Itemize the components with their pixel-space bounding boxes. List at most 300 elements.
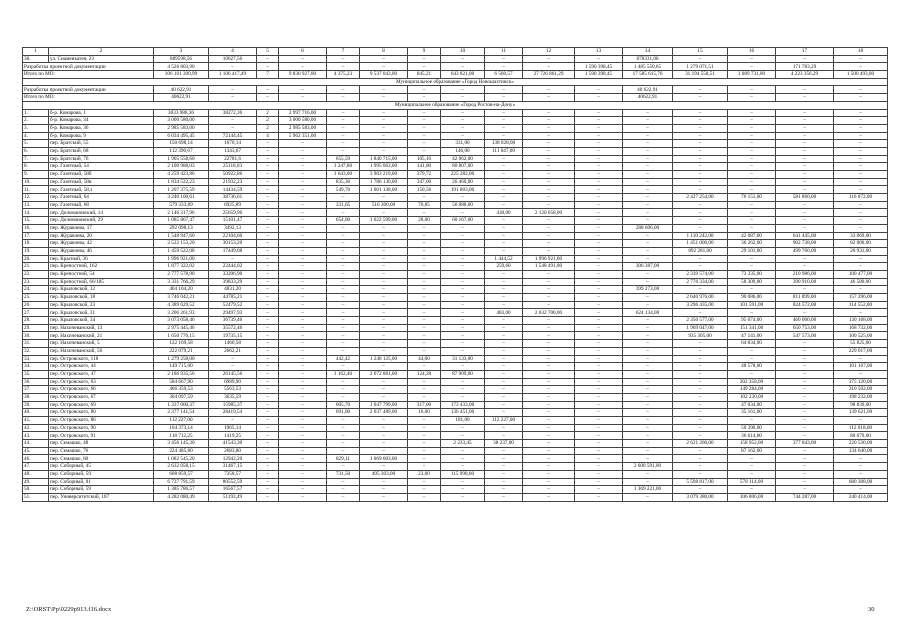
row-index-cell: 40.	[23, 409, 49, 417]
value-cell: 130 168,00	[834, 317, 888, 325]
value-cell: 158 952,00	[728, 440, 776, 448]
value-cell: 27 726 861,29	[523, 71, 575, 79]
address-cell: пер. Доломановский, 14	[49, 209, 154, 217]
value-cell: –	[575, 140, 623, 148]
value-cell: –	[257, 55, 279, 63]
value-cell: –	[575, 94, 623, 102]
value-cell: –	[327, 309, 360, 317]
value-cell: 15101,47	[209, 217, 257, 225]
value-cell: –	[360, 463, 408, 471]
value-cell: –	[834, 463, 888, 471]
value-cell: 1 369 221,00	[623, 486, 673, 494]
value-cell: –	[834, 263, 888, 271]
value-cell: 191 803,00	[441, 186, 485, 194]
value-cell: –	[728, 171, 776, 179]
value-cell: –	[209, 117, 257, 125]
value-cell: –	[279, 455, 327, 463]
value-cell: –	[360, 247, 408, 255]
value-cell: –	[441, 224, 485, 232]
value-cell: –	[257, 455, 279, 463]
row-index-cell: 2.	[23, 117, 49, 125]
value-cell: –	[279, 94, 327, 102]
value-cell: –	[257, 417, 279, 425]
value-cell: –	[575, 401, 623, 409]
table-row	[23, 286, 888, 294]
value-cell: –	[834, 132, 888, 140]
table-row	[23, 486, 888, 494]
row-index-cell: Разработка проектной документации	[23, 86, 154, 94]
value-cell: –	[776, 124, 834, 132]
value-cell: –	[360, 55, 408, 63]
address-cell: пер. Нахичеванский, 13	[49, 324, 154, 332]
value-cell: –	[360, 332, 408, 340]
value-cell: –	[575, 270, 623, 278]
value-cell: –	[523, 124, 575, 132]
address-cell: пер. Нахичеванский, 21	[49, 332, 154, 340]
value-cell: –	[257, 263, 279, 271]
value-cell: –	[523, 447, 575, 455]
value-cell: –	[728, 209, 776, 217]
value-cell: –	[327, 486, 360, 494]
value-cell: –	[623, 409, 673, 417]
value-cell: 198 232,00	[834, 393, 888, 401]
value-cell: –	[485, 94, 523, 102]
value-cell: –	[834, 486, 888, 494]
value-cell: –	[575, 393, 623, 401]
value-cell: –	[408, 109, 441, 117]
value-cell: 2	[257, 109, 279, 117]
value-cell: 202 358,00	[728, 378, 776, 386]
section-header-row	[23, 78, 888, 86]
value-cell: –	[327, 386, 360, 394]
table-row	[23, 194, 888, 202]
value-cell: –	[673, 94, 728, 102]
value-cell: –	[360, 417, 408, 425]
value-cell: –	[834, 255, 888, 263]
value-cell: –	[623, 255, 673, 263]
value-cell: 28,00	[408, 217, 441, 225]
value-cell: –	[408, 447, 441, 455]
table-row	[23, 178, 888, 186]
value-cell: –	[327, 417, 360, 425]
value-cell: –	[575, 178, 623, 186]
value-cell: –	[623, 117, 673, 125]
value-cell: –	[834, 63, 888, 71]
value-cell: –	[279, 386, 327, 394]
value-cell: –	[523, 109, 575, 117]
value-cell: –	[728, 201, 776, 209]
value-cell: 16,00	[408, 409, 441, 417]
row-index-cell: 32.	[23, 347, 49, 355]
value-cell: –	[485, 378, 523, 386]
value-cell: –	[408, 432, 441, 440]
value-cell: 100 477,00	[834, 270, 888, 278]
address-cell: пер. Соборный, 81	[49, 478, 154, 486]
value-cell: 31467,15	[209, 463, 257, 471]
value-cell: –	[834, 309, 888, 317]
row-index-cell: 5.	[23, 140, 49, 148]
value-cell: 1 650 776,15	[154, 332, 209, 340]
value-cell: 2 621 260,00	[673, 440, 728, 448]
value-cell: –	[673, 355, 728, 363]
value-cell: 95 074,00	[728, 317, 776, 325]
table-row	[23, 470, 888, 478]
value-cell: 22444,02	[209, 263, 257, 271]
table-row	[23, 209, 888, 217]
value-cell: 377 843,00	[776, 440, 834, 448]
value-cell: –	[441, 94, 485, 102]
value-cell: –	[575, 224, 623, 232]
value-cell: –	[257, 424, 279, 432]
value-cell: –	[279, 247, 327, 255]
value-cell: –	[408, 478, 441, 486]
value-cell: 584 667,90	[154, 378, 209, 386]
value-cell: 2 037 489,00	[360, 409, 408, 417]
value-cell: –	[257, 393, 279, 401]
value-cell: –	[279, 447, 327, 455]
value-cell: –	[441, 232, 485, 240]
value-cell: –	[728, 132, 776, 140]
value-cell: –	[523, 409, 575, 417]
value-cell: –	[485, 470, 523, 478]
value-cell: –	[279, 178, 327, 186]
value-cell: –	[776, 209, 834, 217]
value-cell: –	[623, 155, 673, 163]
row-index-cell: 50.	[23, 486, 49, 494]
value-cell: –	[485, 163, 523, 171]
value-cell: –	[776, 178, 834, 186]
value-cell: –	[523, 363, 575, 371]
value-cell: –	[673, 432, 728, 440]
value-cell: –	[485, 178, 523, 186]
value-cell: –	[257, 486, 279, 494]
table-row	[23, 478, 888, 486]
table-row	[23, 132, 888, 140]
value-cell: –	[485, 124, 523, 132]
value-cell: 240 414,00	[834, 493, 888, 501]
value-cell: –	[728, 286, 776, 294]
table-row	[23, 378, 888, 386]
table-row	[23, 424, 888, 432]
value-cell: 35572,46	[209, 324, 257, 332]
value-cell: –	[575, 370, 623, 378]
column-number-cell: 11	[485, 48, 523, 56]
value-cell: –	[776, 255, 834, 263]
value-cell: –	[728, 455, 776, 463]
value-cell: 100 525,00	[834, 332, 888, 340]
value-cell: –	[360, 363, 408, 371]
value-cell: 7358,57	[209, 470, 257, 478]
value-cell: –	[279, 340, 327, 348]
value-cell: –	[279, 209, 327, 217]
value-cell: –	[327, 247, 360, 255]
value-cell: –	[623, 194, 673, 202]
value-cell: –	[776, 109, 834, 117]
value-cell: –	[441, 55, 485, 63]
value-cell: –	[257, 463, 279, 471]
value-cell: –	[623, 455, 673, 463]
table-row	[23, 447, 888, 455]
column-number-cell: 9	[408, 48, 441, 56]
value-cell: –	[485, 171, 523, 179]
table-row	[23, 455, 888, 463]
row-index-cell: 26.	[23, 301, 49, 309]
value-cell: 317,00	[408, 401, 441, 409]
column-number-cell: 13	[575, 48, 623, 56]
value-cell: –	[209, 86, 257, 94]
value-cell: –	[834, 217, 888, 225]
value-cell: –	[279, 486, 327, 494]
value-cell: –	[673, 470, 728, 478]
value-cell: –	[279, 324, 327, 332]
value-cell: –	[623, 217, 673, 225]
value-cell: –	[279, 478, 327, 486]
value-cell: –	[523, 355, 575, 363]
value-cell: 935 305,00	[673, 332, 728, 340]
value-cell: 60 167,00	[441, 217, 485, 225]
value-cell: –	[575, 447, 623, 455]
value-cell: –	[575, 194, 623, 202]
value-cell: –	[575, 363, 623, 371]
address-cell: б-р. Комарова, 34	[49, 117, 154, 125]
value-cell: –	[279, 317, 327, 325]
value-cell: –	[673, 424, 728, 432]
value-cell: 40 622,91	[154, 86, 209, 94]
value-cell: –	[834, 140, 888, 148]
value-cell: –	[776, 378, 834, 386]
value-cell: 44,00	[408, 355, 441, 363]
value-cell: –	[408, 263, 441, 271]
value-cell: 25659,96	[209, 209, 257, 217]
value-cell: –	[728, 178, 776, 186]
value-cell: 654,00	[327, 217, 360, 225]
value-cell: 1 047 799,00	[360, 401, 408, 409]
value-cell: 1 337 000,37	[154, 401, 209, 409]
column-number-cell: 5	[257, 48, 279, 56]
value-cell: –	[673, 140, 728, 148]
value-cell: –	[327, 63, 360, 71]
value-cell: –	[575, 132, 623, 140]
table-row	[23, 163, 888, 171]
value-cell: –	[485, 224, 523, 232]
value-cell: 1 905 558,60	[154, 155, 209, 163]
table-row	[23, 240, 888, 248]
table-row	[23, 401, 888, 409]
value-cell: –	[408, 378, 441, 386]
value-cell: 744 287,00	[776, 493, 834, 501]
value-cell: –	[523, 186, 575, 194]
value-cell: –	[441, 286, 485, 294]
table-row	[23, 270, 888, 278]
table-row	[23, 63, 888, 71]
value-cell: 111 047,00	[485, 147, 523, 155]
value-cell: 1 385 786,57	[154, 486, 209, 494]
value-cell: –	[485, 386, 523, 394]
value-cell: 404 104,20	[154, 286, 209, 294]
table-row	[23, 140, 888, 148]
row-index-cell: Итого по МО:	[23, 71, 154, 79]
value-cell: 21932,23	[209, 178, 257, 186]
value-cell: 9 830 927,00	[279, 71, 327, 79]
value-cell: 438,00	[485, 209, 523, 217]
table-row	[23, 201, 888, 209]
address-cell: пер. Соборный, 59	[49, 486, 154, 494]
value-cell: –	[441, 247, 485, 255]
value-cell: 1 643,00	[327, 171, 360, 179]
value-cell: 878331,00	[623, 55, 673, 63]
value-cell: 210 986,00	[776, 270, 834, 278]
value-cell: –	[523, 86, 575, 94]
value-cell: –	[327, 463, 360, 471]
value-cell: 1 247,80	[327, 163, 360, 171]
value-cell: 1 089 731,00	[728, 71, 776, 79]
value-cell: –	[834, 163, 888, 171]
value-cell: 16567,57	[209, 486, 257, 494]
value-cell: 101 167,00	[834, 363, 888, 371]
row-index-cell: 24.	[23, 286, 49, 294]
value-cell: –	[776, 163, 834, 171]
value-cell: 1 996 921,00	[154, 255, 209, 263]
value-cell: 824 572,00	[776, 301, 834, 309]
data-table	[22, 47, 888, 502]
value-cell: –	[360, 209, 408, 217]
row-index-cell: 34.	[23, 363, 49, 371]
value-cell: –	[408, 194, 441, 202]
value-cell: –	[728, 86, 776, 94]
value-cell: –	[360, 147, 408, 155]
value-cell: –	[728, 263, 776, 271]
value-cell: –	[575, 117, 623, 125]
value-cell: –	[623, 470, 673, 478]
value-cell: –	[408, 147, 441, 155]
column-number-cell: 15	[673, 48, 728, 56]
row-index-cell: 33.	[23, 355, 49, 363]
value-cell: –	[523, 386, 575, 394]
value-cell: –	[623, 332, 673, 340]
value-cell: –	[485, 317, 523, 325]
value-cell: –	[279, 140, 327, 148]
value-cell: –	[360, 317, 408, 325]
value-cell: –	[575, 440, 623, 448]
value-cell: –	[485, 240, 523, 248]
value-cell: –	[776, 370, 834, 378]
value-cell: –	[623, 186, 673, 194]
value-cell: –	[257, 247, 279, 255]
address-cell: пер. Доломановский, 29	[49, 217, 154, 225]
value-cell: –	[485, 201, 523, 209]
value-cell: –	[728, 140, 776, 148]
value-cell: –	[327, 263, 360, 271]
value-cell: 2 640 976,00	[673, 294, 728, 302]
value-cell: 390 910,00	[776, 278, 834, 286]
value-cell: –	[441, 455, 485, 463]
value-cell: 5 598 817,00	[673, 478, 728, 486]
value-cell: –	[327, 378, 360, 386]
value-cell: –	[523, 232, 575, 240]
value-cell: 1 082 545,20	[154, 455, 209, 463]
value-cell: 3 000 580,00	[279, 117, 327, 125]
value-cell: 12942,20	[209, 455, 257, 463]
value-cell: –	[408, 240, 441, 248]
address-cell: пер. Крыловской, 31	[49, 309, 154, 317]
value-cell: –	[834, 224, 888, 232]
value-cell: 224 485,80	[154, 447, 209, 455]
value-cell: –	[485, 486, 523, 494]
value-cell: 547 573,00	[776, 332, 834, 340]
value-cell: –	[279, 363, 327, 371]
value-cell: –	[441, 86, 485, 94]
value-cell: –	[523, 486, 575, 494]
value-cell: –	[623, 493, 673, 501]
value-cell: 1 786 130,00	[360, 178, 408, 186]
value-cell: 731,50	[327, 470, 360, 478]
row-index-cell: 25.	[23, 294, 49, 302]
value-cell: –	[673, 178, 728, 186]
value-cell: 168 732,00	[834, 324, 888, 332]
value-cell: 25118,03	[209, 163, 257, 171]
value-cell: –	[257, 340, 279, 348]
address-cell: пер. Газетный, 58б	[49, 171, 154, 179]
value-cell: 4 389 629,52	[154, 301, 209, 309]
value-cell: –	[728, 347, 776, 355]
value-cell: –	[257, 171, 279, 179]
value-cell: –	[623, 232, 673, 240]
value-cell: –	[728, 417, 776, 425]
value-cell: 42 087,00	[728, 232, 776, 240]
value-cell: –	[485, 424, 523, 432]
table-row	[23, 86, 888, 94]
value-cell: –	[575, 378, 623, 386]
value-cell: –	[257, 409, 279, 417]
value-cell: 9 537 043,00	[360, 71, 408, 79]
value-cell: –	[279, 86, 327, 94]
value-cell: 379,72	[408, 171, 441, 179]
value-cell: 36739,46	[209, 317, 257, 325]
address-cell: пер. Семашко, 80	[49, 455, 154, 463]
value-cell: –	[776, 470, 834, 478]
value-cell: 22781,6	[209, 155, 257, 163]
value-cell: 2	[257, 124, 279, 132]
value-cell: –	[673, 263, 728, 271]
value-cell: –	[673, 347, 728, 355]
address-cell: пер. Семашко, 76	[49, 447, 154, 455]
value-cell: –	[834, 417, 888, 425]
row-index-cell: 38.	[23, 393, 49, 401]
value-cell: 680 308,00	[834, 478, 888, 486]
address-cell: пер. Островского, 80	[49, 409, 154, 417]
value-cell: 2 985 583,00	[154, 124, 209, 132]
value-cell: –	[575, 347, 623, 355]
value-cell: 549,70	[327, 186, 360, 194]
value-cell: –	[408, 117, 441, 125]
value-cell: –	[408, 386, 441, 394]
value-cell: –	[360, 86, 408, 94]
table-row	[23, 309, 888, 317]
row-index-cell: 43.	[23, 432, 49, 440]
value-cell: –	[257, 324, 279, 332]
value-cell: –	[408, 86, 441, 94]
value-cell: –	[279, 147, 327, 155]
value-cell: –	[834, 209, 888, 217]
value-cell: 331,65	[327, 201, 360, 209]
value-cell: 624 134,00	[623, 309, 673, 317]
value-cell: 579 333,89	[154, 201, 209, 209]
value-cell: 87 162,00	[728, 447, 776, 455]
value-cell: 98 839,00	[834, 401, 888, 409]
value-cell: 2 997 716,00	[279, 109, 327, 117]
value-cell: 173 433,00	[441, 401, 485, 409]
address-cell: пер. Островского, 90	[49, 424, 154, 432]
